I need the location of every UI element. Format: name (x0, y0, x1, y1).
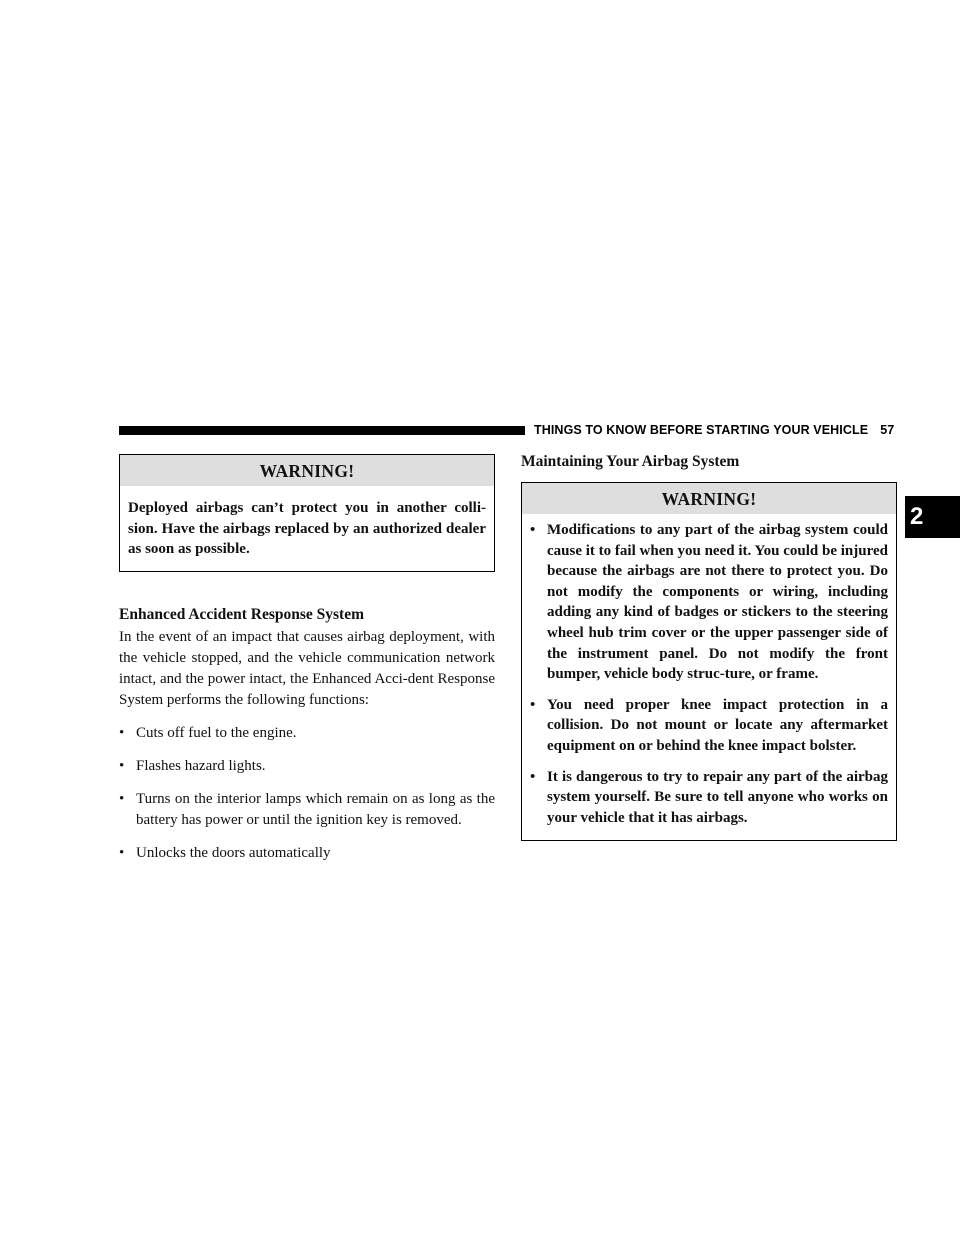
header-rule (119, 426, 525, 435)
list-item: • Modifications to any part of the airbag system could cause it to fail when you need it. You could be injured because the airbags are not there to protect you. Do not modify the components or wiring, including adding any kind of badges or stickers to the steering wheel hub trim cover or the upper passenger side of the instrument panel. Do not modify the front bumper, vehicle body struc-ture, or frame. (530, 522, 888, 683)
warning-body (522, 514, 896, 840)
warning-text: Deployed airbags can’t protect you in another colli-sion. Have the airbags replaced by an authorized dealer as soon as possible. (128, 500, 486, 557)
section-title-maintaining-airbag: Maintaining Your Airbag System (521, 453, 740, 470)
functions-list (119, 723, 495, 864)
list-item: • Cuts off fuel to the engine. (119, 723, 495, 744)
chapter-tab: 2 (905, 496, 960, 538)
warning-box-deployed-airbags (119, 454, 495, 572)
list-item: • You need proper knee impact protection in a collision. Do not mount or locate any aftermarket equipment on or behind the knee impact bolster. (530, 696, 888, 754)
running-head (534, 423, 894, 437)
running-title: THINGS TO KNOW BEFORE STARTING YOUR VEHICLE (534, 423, 869, 437)
warning-title: WARNING! (120, 455, 494, 486)
section-intro-paragraph: In the event of an impact that causes airbag deployment, with the vehicle stopped, and the vehicle communication network intact, and the power intact, the Enhanced Acci-dent Response System performs the following functions: (119, 628, 495, 708)
bullet-icon: • (119, 790, 125, 807)
left-column (119, 454, 495, 864)
page-number: 57 (880, 423, 895, 437)
right-column (521, 452, 897, 841)
bullet-icon: • (119, 844, 125, 861)
bullet-icon: • (530, 768, 536, 785)
list-item: • Flashes hazard lights. (119, 756, 495, 777)
bullet-icon: • (119, 724, 125, 741)
warning-title: WARNING! (522, 483, 896, 514)
bullet-icon: • (530, 522, 536, 538)
list-item: • Turns on the interior lamps which remain on as long as the battery has power or until the ignition key is removed. (119, 790, 495, 828)
bullet-icon: • (530, 696, 536, 713)
list-item: • It is dangerous to try to repair any part of the airbag system yourself. Be sure to tell anyone who works on your vehicle that it has airbags. (530, 768, 888, 826)
bullet-icon: • (119, 757, 125, 774)
list-item: • Unlocks the doors automatically (119, 843, 495, 864)
warning-list (530, 520, 888, 828)
section-title-enhanced-accident-response: Enhanced Accident Response System (119, 605, 365, 623)
warning-box-airbag-maintenance (521, 482, 897, 841)
